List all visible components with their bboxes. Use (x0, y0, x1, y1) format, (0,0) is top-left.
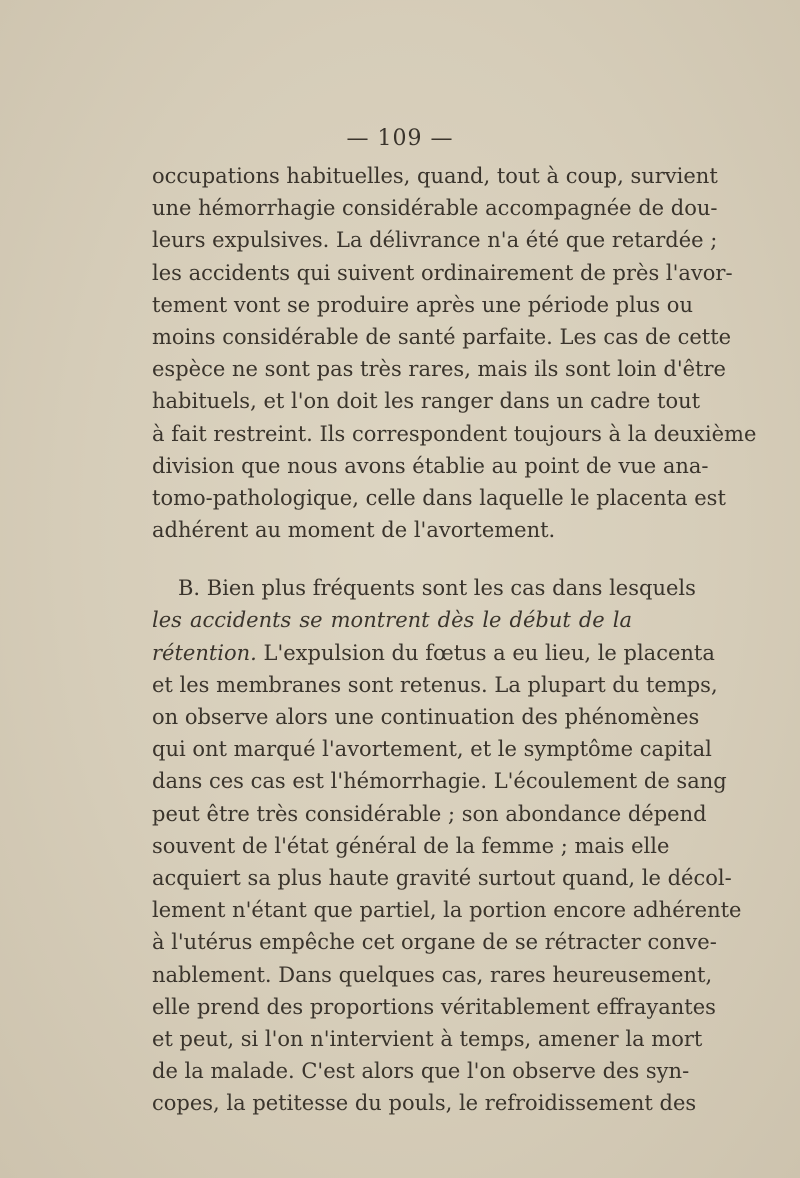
text-line: tement vont se produire après une période plus ou (152, 292, 693, 317)
text-line: division que nous avons établie au point de vue ana- (152, 453, 709, 478)
text-line: à l'utérus empêche cet organe de se rétracter conve- (152, 930, 717, 955)
text-line: copes, la petitesse du pouls, le refroidissement des (152, 1091, 697, 1116)
text-line-italic: les accidents se montrent dès le début de la (152, 608, 632, 633)
text-line: peut être très considérable ; son abondance dépend (152, 801, 707, 826)
text-line: habituels, et l'on doit les ranger dans un cadre tout (152, 389, 701, 414)
roman-fragment: L'expulsion du fœtus a eu lieu, le placenta (256, 640, 715, 665)
text-line: les accidents qui suivent ordinairement de près l'avor- (152, 260, 733, 285)
text-line-mixed (152, 637, 715, 669)
italic-fragment: rétention. (152, 640, 257, 665)
body-text (152, 160, 757, 1119)
text-line: qui ont marqué l'avortement, et le symptôme capital (152, 737, 712, 762)
text-line: à fait restreint. Ils correspondent toujours à la deuxième (152, 421, 757, 446)
text-line: une hémorrhagie considérable accompagnée de dou- (152, 196, 718, 221)
text-line: de la malade. C'est alors que l'on observe des syn- (152, 1059, 690, 1084)
text-line: lement n'étant que partiel, la portion encore adhérente (152, 898, 742, 923)
text-line: on observe alors une continuation des phénomènes (152, 705, 700, 729)
text-line: tomo-pathologique, celle dans laquelle le placenta est (152, 485, 726, 510)
page-number: — 109 — (346, 126, 454, 151)
text-line: espèce ne sont pas très rares, mais ils sont loin d'être (152, 357, 726, 382)
text-line: moins considérable de santé parfaite. Les cas de cette (152, 324, 732, 349)
text-line: dans ces cas est l'hémorrhagie. L'écoulement de sang (152, 769, 727, 794)
text-line: adhérent au moment de l'avortement. (152, 518, 556, 543)
text-line: et peut, si l'on n'intervient à temps, amener la mort (152, 1026, 703, 1051)
paragraph-gap (152, 546, 632, 572)
text-line: elle prend des proportions véritablement effrayantes (152, 994, 716, 1019)
text-line: nablement. Dans quelques cas, rares heureusement, (152, 962, 713, 987)
text-line: et les membranes sont retenus. La plupart du temps, (152, 672, 718, 697)
text-line: souvent de l'état général de la femme ; mais elle (152, 833, 670, 858)
paragraph-1 (152, 160, 757, 546)
text-line: B. Bien plus fréquents sont les cas dans lesquels (178, 576, 696, 601)
text-line: occupations habituelles, quand, tout à coup, survient (152, 164, 718, 188)
text-line: acquiert sa plus haute gravité surtout quand, le décol- (152, 865, 732, 890)
text-line: leurs expulsives. La délivrance n'a été que retardée ; (152, 228, 718, 253)
paragraph-2 (152, 572, 742, 1119)
